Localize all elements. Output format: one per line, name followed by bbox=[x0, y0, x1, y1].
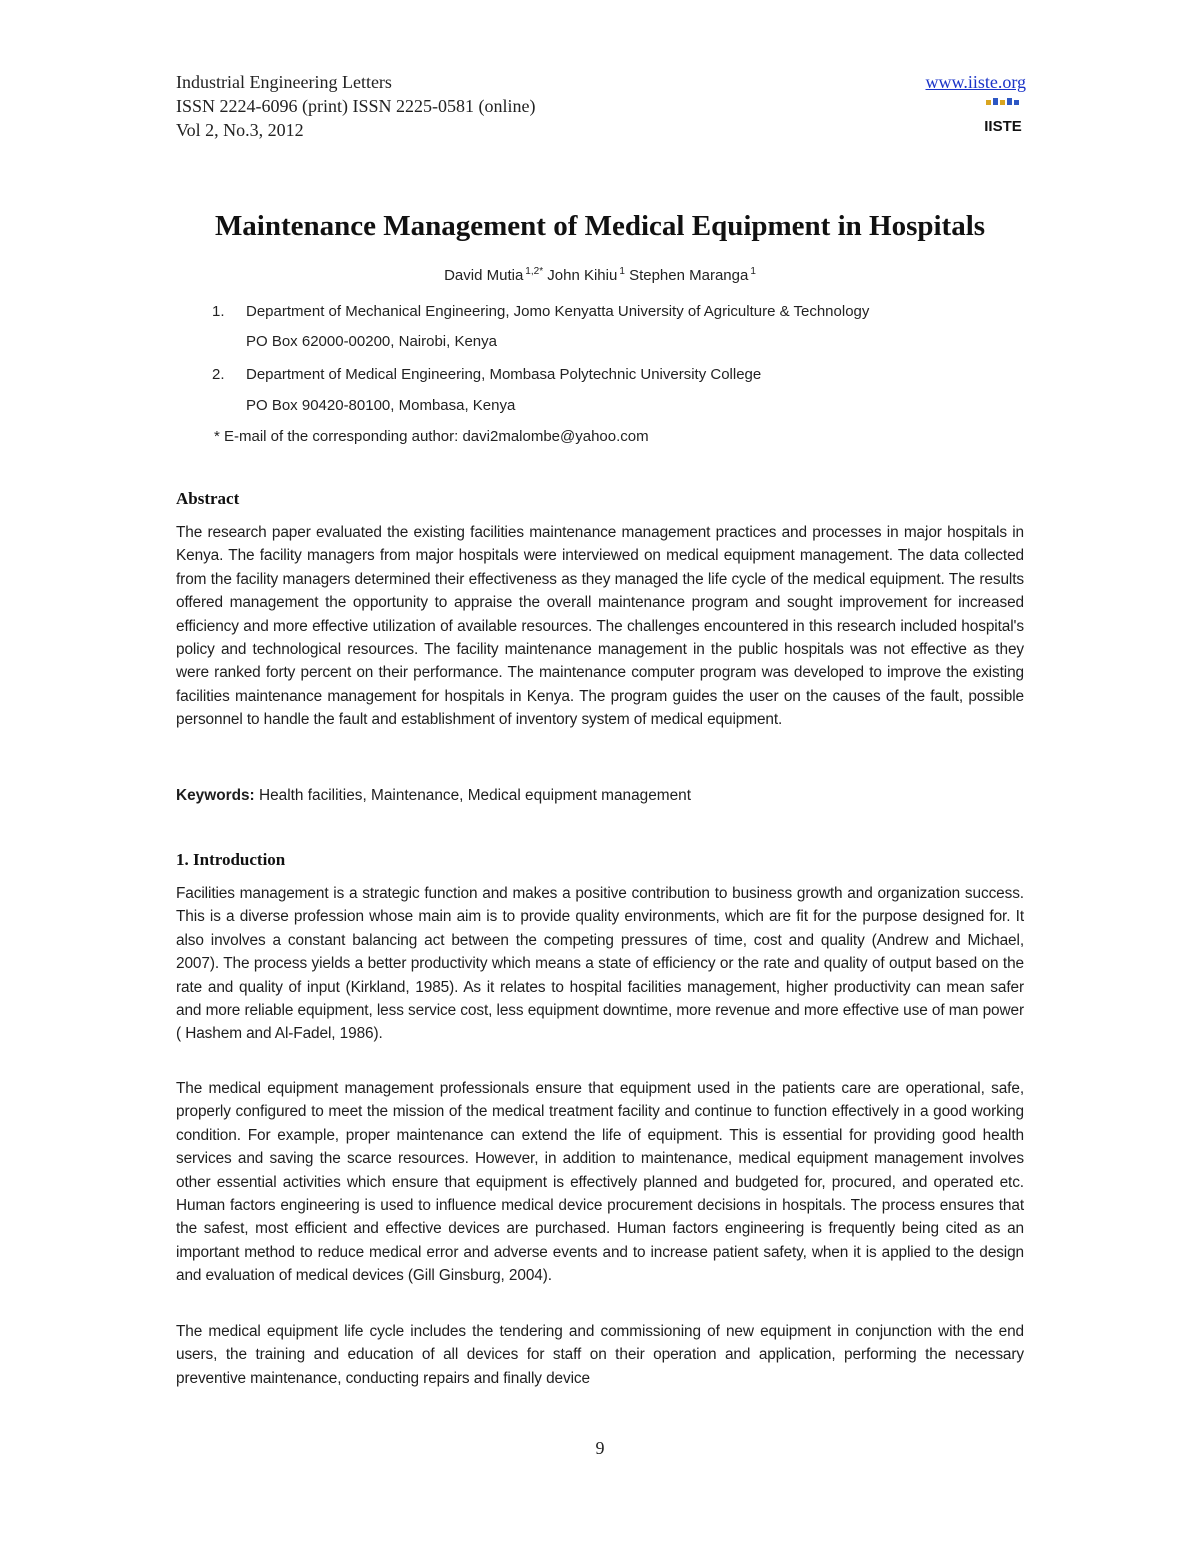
logo-text: IISTE bbox=[984, 118, 1022, 134]
affiliation-2 bbox=[212, 366, 761, 383]
author-name: David Mutia bbox=[444, 267, 524, 284]
journal-header bbox=[176, 70, 1026, 142]
journal-name: Industrial Engineering Letters bbox=[176, 72, 392, 92]
intro-paragraph-3: The medical equipment life cycle includes the tendering and commissioning of new equipment in conjunction with the end users, the training and education of all devices for staff on their operation and application, performing the necessary preventive maintenance, conducting repairs and finally device bbox=[176, 1323, 1024, 1387]
author-list bbox=[0, 266, 1200, 284]
introduction-heading: 1. Introduction bbox=[176, 850, 286, 869]
keywords-line bbox=[176, 787, 691, 805]
keywords-label: Keywords: bbox=[176, 787, 255, 804]
author-affiliation-mark: 1,2* bbox=[525, 266, 544, 277]
abstract-heading: Abstract bbox=[176, 489, 240, 508]
keywords-text: Health facilities, Maintenance, Medical equipment management bbox=[254, 787, 691, 804]
affiliation-1-address: PO Box 62000-00200, Nairobi, Kenya bbox=[246, 333, 497, 350]
journal-issn: ISSN 2224-6096 (print) ISSN 2225-0581 (online) bbox=[176, 96, 536, 116]
affiliation-number: 2. bbox=[212, 366, 225, 383]
paper-title: Maintenance Management of Medical Equipment in Hospitals bbox=[214, 210, 986, 242]
intro-paragraph-2: The medical equipment management professionals ensure that equipment used in the patients care are operational, safe, properly configured to meet the mission of the medical treatment facility and continue to function effectively in a good working condition. For example, proper maintenance can extend the life of equipment. This is essential for providing good health services and saving the scarce resources. However, in addition to maintenance, medical equipment management involves other essential activities which ensure that equipment is effectively planned and budgeted for, procured, and operated etc. Human factors engineering is used to influence medical device procurement decisions in hospitals. The process ensures that the safest, most efficient and effective devices are purchased. Human factors engineering is frequently being cited as an important method to reduce medical error and adverse events and to increase patient safety, when it is applied to the design and evaluation of medical devices (Gill Ginsburg, 2004). bbox=[176, 1080, 1024, 1285]
corresponding-author-email: * E-mail of the corresponding author: davi2malombe@yahoo.com bbox=[214, 428, 649, 445]
affiliation-department: Department of Mechanical Engineering, Jomo Kenyatta University of Agriculture & Technology bbox=[246, 303, 870, 320]
page-number: 9 bbox=[595, 1438, 605, 1458]
author-name: Stephen Maranga bbox=[629, 267, 749, 284]
iiste-logo bbox=[984, 98, 1022, 134]
affiliation-department: Department of Medical Engineering, Mombasa Polytechnic University College bbox=[246, 366, 762, 383]
journal-volume: Vol 2, No.3, 2012 bbox=[176, 120, 304, 140]
author-affiliation-mark: 1 bbox=[619, 266, 625, 277]
journal-website-link[interactable]: www.iiste.org bbox=[925, 72, 1026, 92]
intro-paragraph-1: Facilities management is a strategic function and makes a positive contribution to business growth and organization success. This is a diverse profession whose main aim is to provide quality environments, which are fit for the purpose designed for. It also involves a constant balancing act between the competing pressures of time, cost and quality (Andrew and Michael, 2007). The process yields a better productivity which means a state of efficiency or the rate and quality of output based on the rate and quality of input (Kirkland, 1985). As it relates to hospital facilities management, higher productivity can mean safer and more reliable equipment, less service cost, less equipment downtime, more revenue and more effective use of man power ( Hashem and Al-Fadel, 1986). bbox=[176, 885, 1024, 1043]
author-name: John Kihiu bbox=[547, 267, 618, 284]
affiliation-number: 1. bbox=[212, 303, 225, 320]
affiliation-1 bbox=[212, 303, 869, 320]
abstract-text: The research paper evaluated the existing facilities maintenance management practices and processes in major hospitals in Kenya. The facility managers from major hospitals were interviewed on medical equipment management. The data collected from the facility managers determined their effectiveness as they managed the life cycle of the medical equipment. The results offered management the opportunity to appraise the overall maintenance program and sought improvement for increased efficiency and more effective utilization of available resources. The challenges encountered in this research included hospital's policy and technological resources. The facility maintenance management in the public hospitals was not effective as they were ranked forty percent on their performance. The maintenance computer program was developed to improve the existing facilities maintenance management for hospitals in Kenya. The program guides the user on the causes of the fault, possible personnel to handle the fault and establishment of inventory system of medical equipment. bbox=[176, 524, 1024, 729]
author-affiliation-mark: 1 bbox=[750, 266, 756, 277]
affiliation-2-address: PO Box 90420-80100, Mombasa, Kenya bbox=[246, 397, 516, 414]
